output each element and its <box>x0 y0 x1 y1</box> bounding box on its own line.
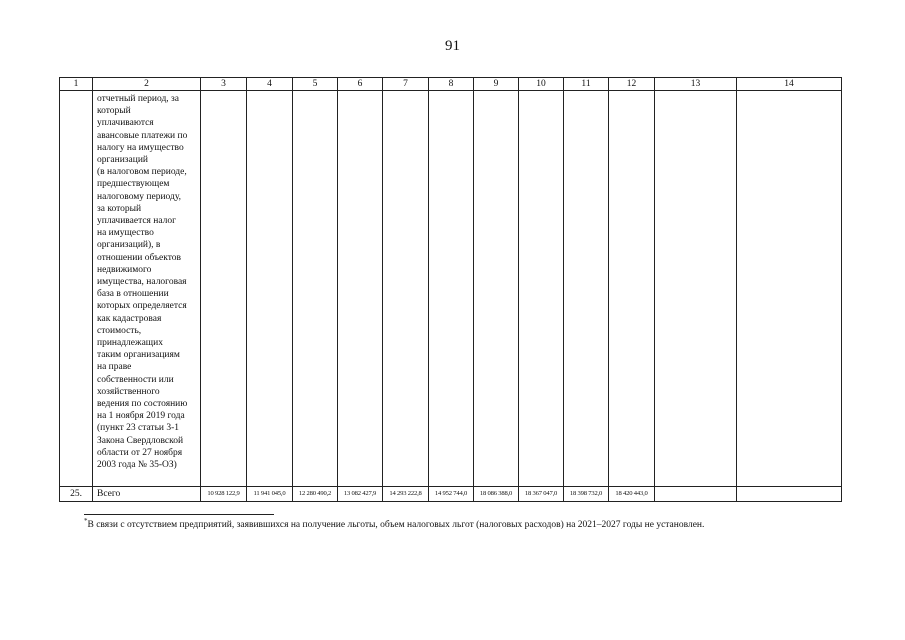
empty-cell <box>201 91 247 487</box>
total-value-col-4: 11 941 045,0 <box>247 487 293 502</box>
total-value-col-12: 18 420 443,0 <box>609 487 655 502</box>
col-header-3: 3 <box>201 78 247 91</box>
empty-cell <box>564 91 609 487</box>
total-value-col-11: 18 398 732,0 <box>564 487 609 502</box>
empty-cell <box>737 487 842 502</box>
col-header-10: 10 <box>519 78 564 91</box>
empty-cell <box>655 487 737 502</box>
total-value-col-3: 10 928 122,9 <box>201 487 247 502</box>
col-header-11: 11 <box>564 78 609 91</box>
footnote-marker: * <box>84 517 88 525</box>
empty-cell <box>655 91 737 487</box>
footnote-separator <box>84 514 274 515</box>
col-header-6: 6 <box>338 78 383 91</box>
footnote-text: В связи с отсутствием предприятий, заявившихся на получение льготы, объем налоговых льгот (налоговых расходов) на 2021–2027 годы не установлен. <box>87 520 705 531</box>
page-number: 91 <box>445 38 460 54</box>
col-header-4: 4 <box>247 78 293 91</box>
empty-cell <box>429 91 474 487</box>
total-row <box>60 487 842 502</box>
total-row-number: 25. <box>60 487 93 502</box>
col-header-12: 12 <box>609 78 655 91</box>
total-value-col-6: 13 082 427,9 <box>338 487 383 502</box>
empty-cell <box>519 91 564 487</box>
empty-cell <box>247 91 293 487</box>
col-header-1: 1 <box>60 78 93 91</box>
col-header-14: 14 <box>737 78 842 91</box>
empty-cell <box>60 91 93 487</box>
indicator-description: отчетный период, за который уплачиваются авансовые платежи по налогу на имущество организаций (в налоговом периоде, предшествующем налоговому периоду, за который уплачивается налог на имущество организаций), в отношении объектов недвижимого имущества, налоговая база в отношении которых определяется как кадастровая стоимость, принадлежащих таким организациям на праве собственности или хозяйственного ведения по состоянию на 1 ноября 2019 года (пункт 23 статьи 3-1 Закона Свердловской области от 27 ноября 2003 года № 35-ОЗ) <box>93 91 201 487</box>
description-row <box>60 91 842 487</box>
total-row-label: Всего <box>93 487 201 502</box>
col-header-9: 9 <box>474 78 519 91</box>
col-header-13: 13 <box>655 78 737 91</box>
empty-cell <box>338 91 383 487</box>
total-value-col-9: 18 086 388,0 <box>474 487 519 502</box>
empty-cell <box>383 91 429 487</box>
empty-cell <box>474 91 519 487</box>
empty-cell <box>737 91 842 487</box>
total-value-col-8: 14 952 744,0 <box>429 487 474 502</box>
col-header-5: 5 <box>293 78 338 91</box>
total-value-col-7: 14 293 222,8 <box>383 487 429 502</box>
column-number-row <box>60 78 842 91</box>
col-header-7: 7 <box>383 78 429 91</box>
empty-cell <box>609 91 655 487</box>
tax-benefits-table <box>59 77 842 502</box>
total-value-col-10: 18 367 047,0 <box>519 487 564 502</box>
col-header-2: 2 <box>93 78 201 91</box>
total-value-col-5: 12 280 490,2 <box>293 487 338 502</box>
footnote <box>84 517 704 530</box>
col-header-8: 8 <box>429 78 474 91</box>
empty-cell <box>293 91 338 487</box>
